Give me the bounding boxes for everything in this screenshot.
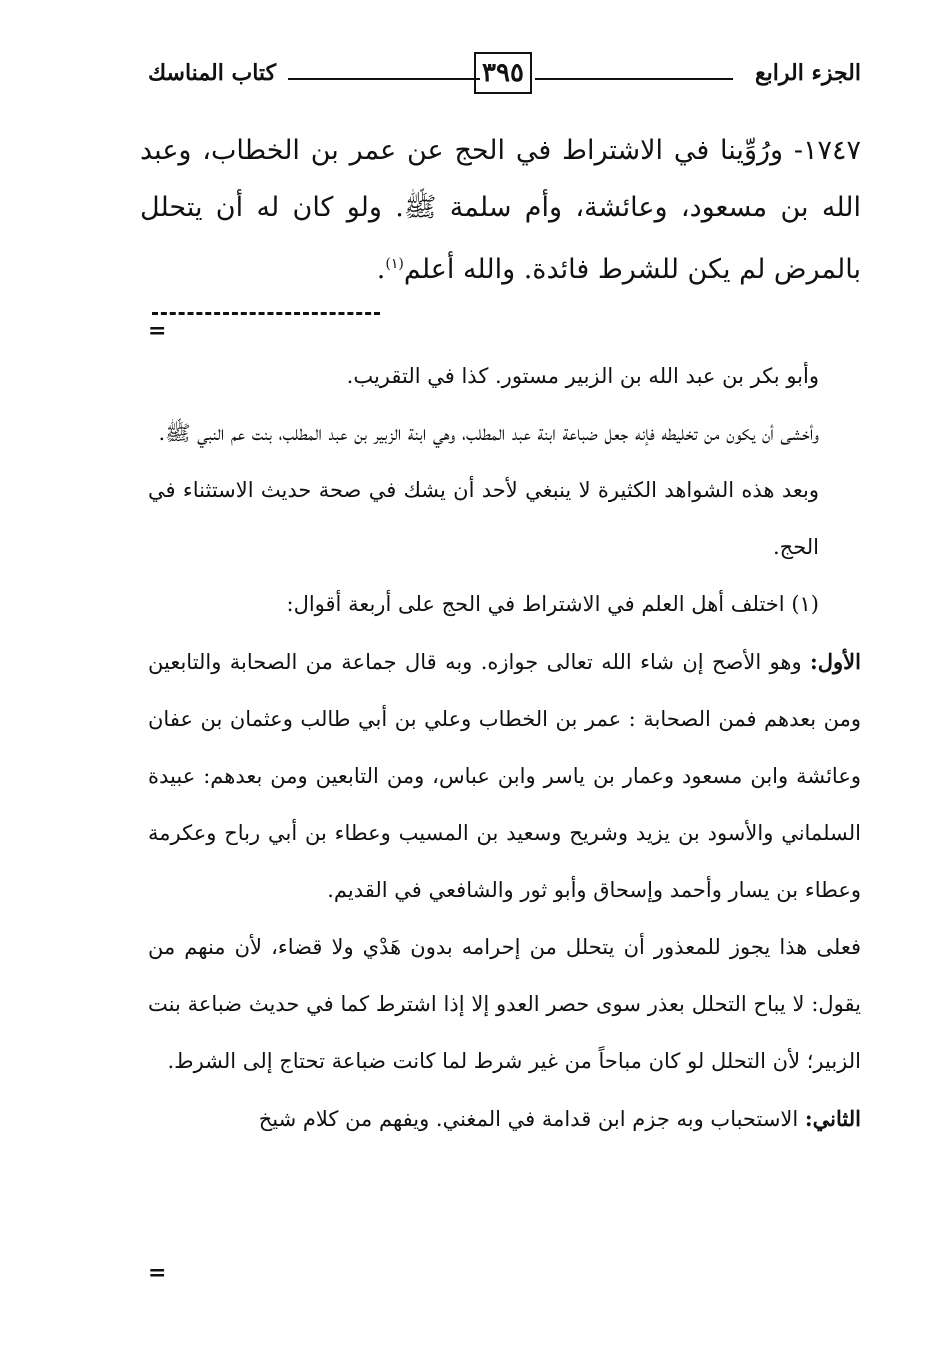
footnote-marker: (١) — [791, 592, 819, 616]
paragraph-end: . — [376, 254, 386, 285]
footnote-separator — [152, 312, 380, 315]
footnote-reference: (١) — [385, 256, 404, 272]
footnote-intro — [148, 576, 861, 633]
second-opinion — [148, 1090, 861, 1148]
book-title: كتاب المناسك — [148, 60, 277, 86]
continuation-mark-bottom: = — [148, 1260, 167, 1286]
hadith-text: ١٧٤٧- ورُوِّينا في الاشتراط في الحج عن عمر بن الخطاب، وعبد الله بن مسعود، وعائشة، وأم سلمة ﷺ. ولو كان له أن يتحلل بالمرض لم يكن للشرط فائدة. والله أعلم — [140, 135, 861, 285]
note-paragraph-1: وأبو بكر بن عبد الله بن الزبير مستور. كذا في التقريب. — [346, 364, 819, 388]
second-opinion-label: الثاني: — [804, 1106, 861, 1131]
hadith-paragraph — [140, 122, 861, 298]
page-header — [148, 52, 861, 102]
footnotes — [148, 348, 861, 1148]
second-opinion-text: الاستحباب وبه جزم ابن قدامة في المغني. ويفهم من كلام شيخ — [258, 1107, 799, 1131]
note-paragraph-3: وبعد هذه الشواهد الكثيرة لا ينبغي لأحد أن يشك في صحة حديث الاستثناء في الحج. — [148, 478, 819, 559]
header-rule-right — [535, 78, 733, 80]
first-opinion — [148, 633, 861, 919]
main-text — [140, 122, 861, 298]
continuation-mark: = — [148, 318, 167, 344]
first-opinion-label: الأول: — [810, 649, 861, 674]
header-rule-left — [288, 78, 480, 80]
footnote-intro-text: اختلف أهل العلم في الاشتراط في الحج على أربعة أقوال: — [286, 592, 785, 616]
consequence-paragraph: فعلى هذا يجوز للمعذور أن يتحلل من إحرامه بدون هَدْي ولا قضاء، لأن منهم من يقول: لا يباح التحلل بعذر سوى حصر العدو إلا إذا اشترط كما في حديث ضباعة بنت الزبير؛ لأن التحلل لو كان مباحاً من غير شرط لما كانت ضباعة تحتاج إلى الشرط. — [148, 935, 861, 1073]
page-number-box: ٣٩٥ — [474, 52, 532, 94]
volume-label: الجزء الرابع — [754, 60, 861, 86]
first-opinion-text: وهو الأصح إن شاء الله تعالى جوازه. وبه قال جماعة من الصحابة والتابعين ومن بعدهم فمن الصحابة : عمر بن الخطاب وعلي بن أبي طالب وعثمان بن عفان وعائشة وابن مسعود وعمار بن ياسر وابن عباس، ومن التابعين ومن بعدهم: عبيدة السلماني والأسود بن يزيد وشريح وسعيد بن المسيب وعطاء بن أبي رباح وعكرمة وعطاء بن يسار وأحمد وإسحاق وأبو ثور والشافعي في القديم. — [148, 650, 861, 902]
note-paragraph-2: وأخشى أن يكون من تخليطه فإنه جعل ضباعة ابنة عبد المطلب، وهي ابنة الزبير بن عبد المطلب، بنت عم النبي ﷺ. — [158, 421, 819, 445]
